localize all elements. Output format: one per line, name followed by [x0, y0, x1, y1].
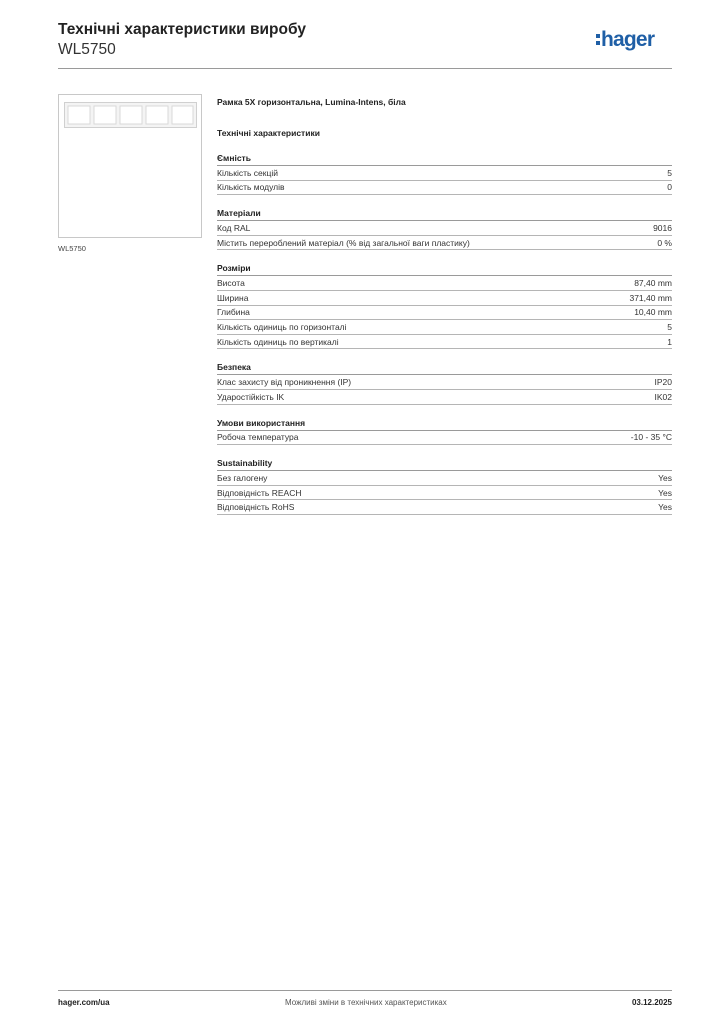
spec-row	[217, 291, 672, 306]
spec-row	[217, 471, 672, 486]
spec-row	[217, 221, 672, 236]
spec-value: 5	[667, 167, 672, 178]
spec-label: Робоча температура	[217, 432, 299, 443]
spec-row	[217, 486, 672, 501]
spec-label: Ударостійкість IK	[217, 391, 285, 402]
spec-row	[217, 181, 672, 196]
spec-value: IK02	[654, 391, 672, 402]
spec-row	[217, 431, 672, 446]
spec-label: Висота	[217, 278, 245, 289]
footer-date: 03.12.2025	[631, 998, 672, 1007]
frame-window-1	[68, 106, 90, 124]
frame-window-4	[146, 106, 168, 124]
hager-logo	[596, 26, 676, 56]
spec-value: IP20	[654, 377, 672, 388]
spec-row	[217, 375, 672, 390]
product-image-caption: WL5750	[58, 244, 86, 253]
spec-group-sustainability	[217, 457, 672, 515]
spec-group-usage-conditions	[217, 417, 672, 446]
spec-row	[217, 166, 672, 181]
spec-value: 9016	[653, 222, 672, 233]
product-image-frame	[58, 94, 202, 238]
specs-content	[217, 95, 672, 515]
frame-window-3	[120, 106, 142, 124]
spec-value: 1	[667, 336, 672, 347]
spec-value: 87,40 mm	[634, 278, 672, 289]
spec-row	[217, 236, 672, 251]
spec-group-title: Умови використання	[217, 417, 672, 431]
header-divider	[58, 68, 672, 69]
spec-group-dimensions	[217, 262, 672, 349]
logo-wordmark: hager	[601, 28, 655, 51]
spec-value: 10,40 mm	[634, 307, 672, 318]
spec-label: Відповідність REACH	[217, 487, 302, 498]
spec-row	[217, 500, 672, 515]
document-header	[58, 20, 306, 60]
spec-value: Yes	[658, 472, 672, 483]
logo-dot-bottom	[596, 41, 600, 45]
spec-label: Ширина	[217, 292, 249, 303]
spec-group-safety	[217, 361, 672, 404]
frame-window-5	[172, 106, 193, 124]
spec-value: Yes	[658, 502, 672, 513]
spec-group-title: Розміри	[217, 262, 672, 276]
spec-row	[217, 335, 672, 350]
spec-group-materials	[217, 207, 672, 250]
spec-label: Глибина	[217, 307, 250, 318]
spec-label: Кількість одиниць по горизонталі	[217, 321, 347, 332]
document-title: Технічні характеристики виробу	[58, 21, 306, 38]
spec-value: Yes	[658, 487, 672, 498]
product-name: Рамка 5X горизонтальна, Lumina-Intens, біла	[217, 97, 406, 107]
footer-note: Можливі зміни в технічних характеристиках	[285, 998, 447, 1007]
spec-group-title: Безпека	[217, 361, 672, 375]
spec-label: Відповідність RoHS	[217, 502, 295, 513]
spec-value: 0	[667, 182, 672, 193]
spec-value: 5	[667, 321, 672, 332]
spec-label: Код RAL	[217, 222, 251, 233]
specs-heading: Технічні характеристики	[217, 128, 320, 138]
spec-value: -10 - 35 °C	[630, 432, 672, 443]
spec-label: Містить перероблений матеріал (% від загальної ваги пластику)	[217, 237, 470, 248]
spec-label: Кількість одиниць по вертикалі	[217, 336, 339, 347]
logo-dot-top	[596, 34, 600, 38]
spec-label: Кількість модулів	[217, 182, 285, 193]
spec-group-capacity	[217, 152, 672, 195]
footer-divider	[58, 990, 672, 991]
footer-website-link[interactable]: hager.com/ua	[58, 998, 110, 1007]
spec-value: 371,40 mm	[629, 292, 672, 303]
product-code: WL5750	[58, 41, 116, 58]
spec-label: Без галогену	[217, 472, 268, 483]
spec-row	[217, 390, 672, 405]
spec-label: Клас захисту від проникнення (IP)	[217, 377, 352, 388]
spec-label: Кількість секцій	[217, 167, 278, 178]
spec-group-title: Sustainability	[217, 457, 672, 471]
spec-group-title: Ємність	[217, 152, 672, 166]
frame-window-2	[94, 106, 116, 124]
spec-row	[217, 320, 672, 335]
spec-value: 0 %	[657, 237, 672, 248]
product-image	[64, 102, 197, 128]
spec-row	[217, 306, 672, 321]
spec-group-title: Матеріали	[217, 207, 672, 221]
spec-row	[217, 276, 672, 291]
